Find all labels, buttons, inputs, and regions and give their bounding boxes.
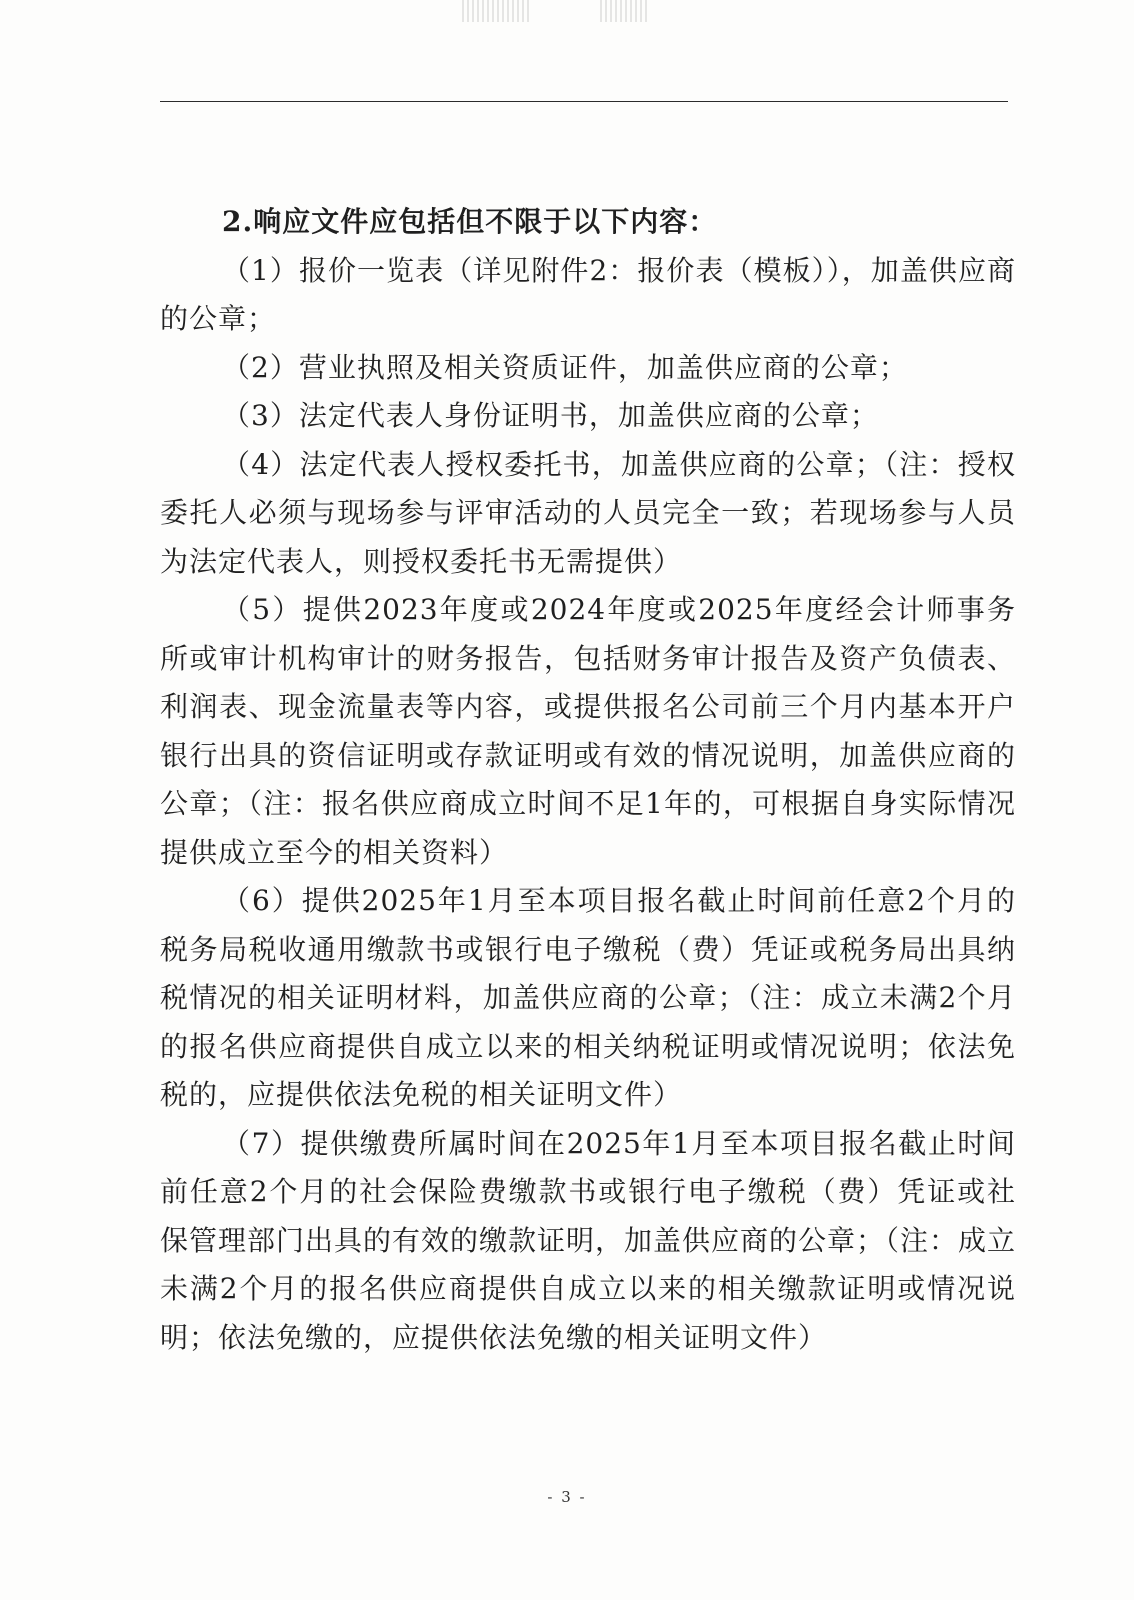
- header-rule: [160, 101, 1008, 102]
- page-number: - 3 -: [547, 1488, 587, 1506]
- list-item-2: （2）营业执照及相关资质证件，加盖供应商的公章；: [222, 350, 908, 384]
- list-item-4: （4）法定代表人授权委托书，加盖供应商的公章；（注：授权委托人必须与现场参与评审活动的人员完全一致；若现场参与人员为法定代表人，则授权委托书无需提供）: [160, 447, 1016, 578]
- list-item-3: （3）法定代表人身份证明书，加盖供应商的公章；: [222, 399, 879, 432]
- list-item-7: （7）提供缴费所属时间在2025年1月至本项目报名截止时间前任意2个月的社会保险费缴款书或银行电子缴税（费）凭证或社保管理部门出具的有效的缴款证明，加盖供应商的公章；（注：成立未满2个月的报名供应商提供自成立以来的相关缴款证明或情况说明；依法免缴的，应提供依法免缴的相关证明文件）: [160, 1126, 1017, 1354]
- scan-artifact: [600, 0, 650, 22]
- list-item-1: （1）报价一览表（详见附件2：报价表（模板）），加盖供应商的公章；: [160, 253, 1016, 335]
- scan-artifact: [462, 0, 530, 22]
- section-heading: 2.响应文件应包括但不限于以下内容：: [222, 205, 718, 238]
- list-item-5: （5）提供2023年度或2024年度或2025年度经会计师事务所或审计机构审计的财务报告，包括财务审计报告及资产负债表、利润表、现金流量表等内容，或提供报名公司前三个月内基本开户银行出具的资信证明或存款证明或有效的情况说明，加盖供应商的公章；（注：报名供应商成立时间不足1年的，可根据自身实际情况提供成立至今的相关资料）: [160, 593, 1016, 869]
- document-body: [160, 198, 1016, 1362]
- list-item-6: （6）提供2025年1月至本项目报名截止时间前任意2个月的税务局税收通用缴款书或银行电子缴税（费）凭证或税务局出具纳税情况的相关证明材料，加盖供应商的公章；（注：成立未满2个月的报名供应商提供自成立以来的相关纳税证明或情况说明；依法免税的，应提供依法免税的相关证明文件）: [160, 884, 1016, 1111]
